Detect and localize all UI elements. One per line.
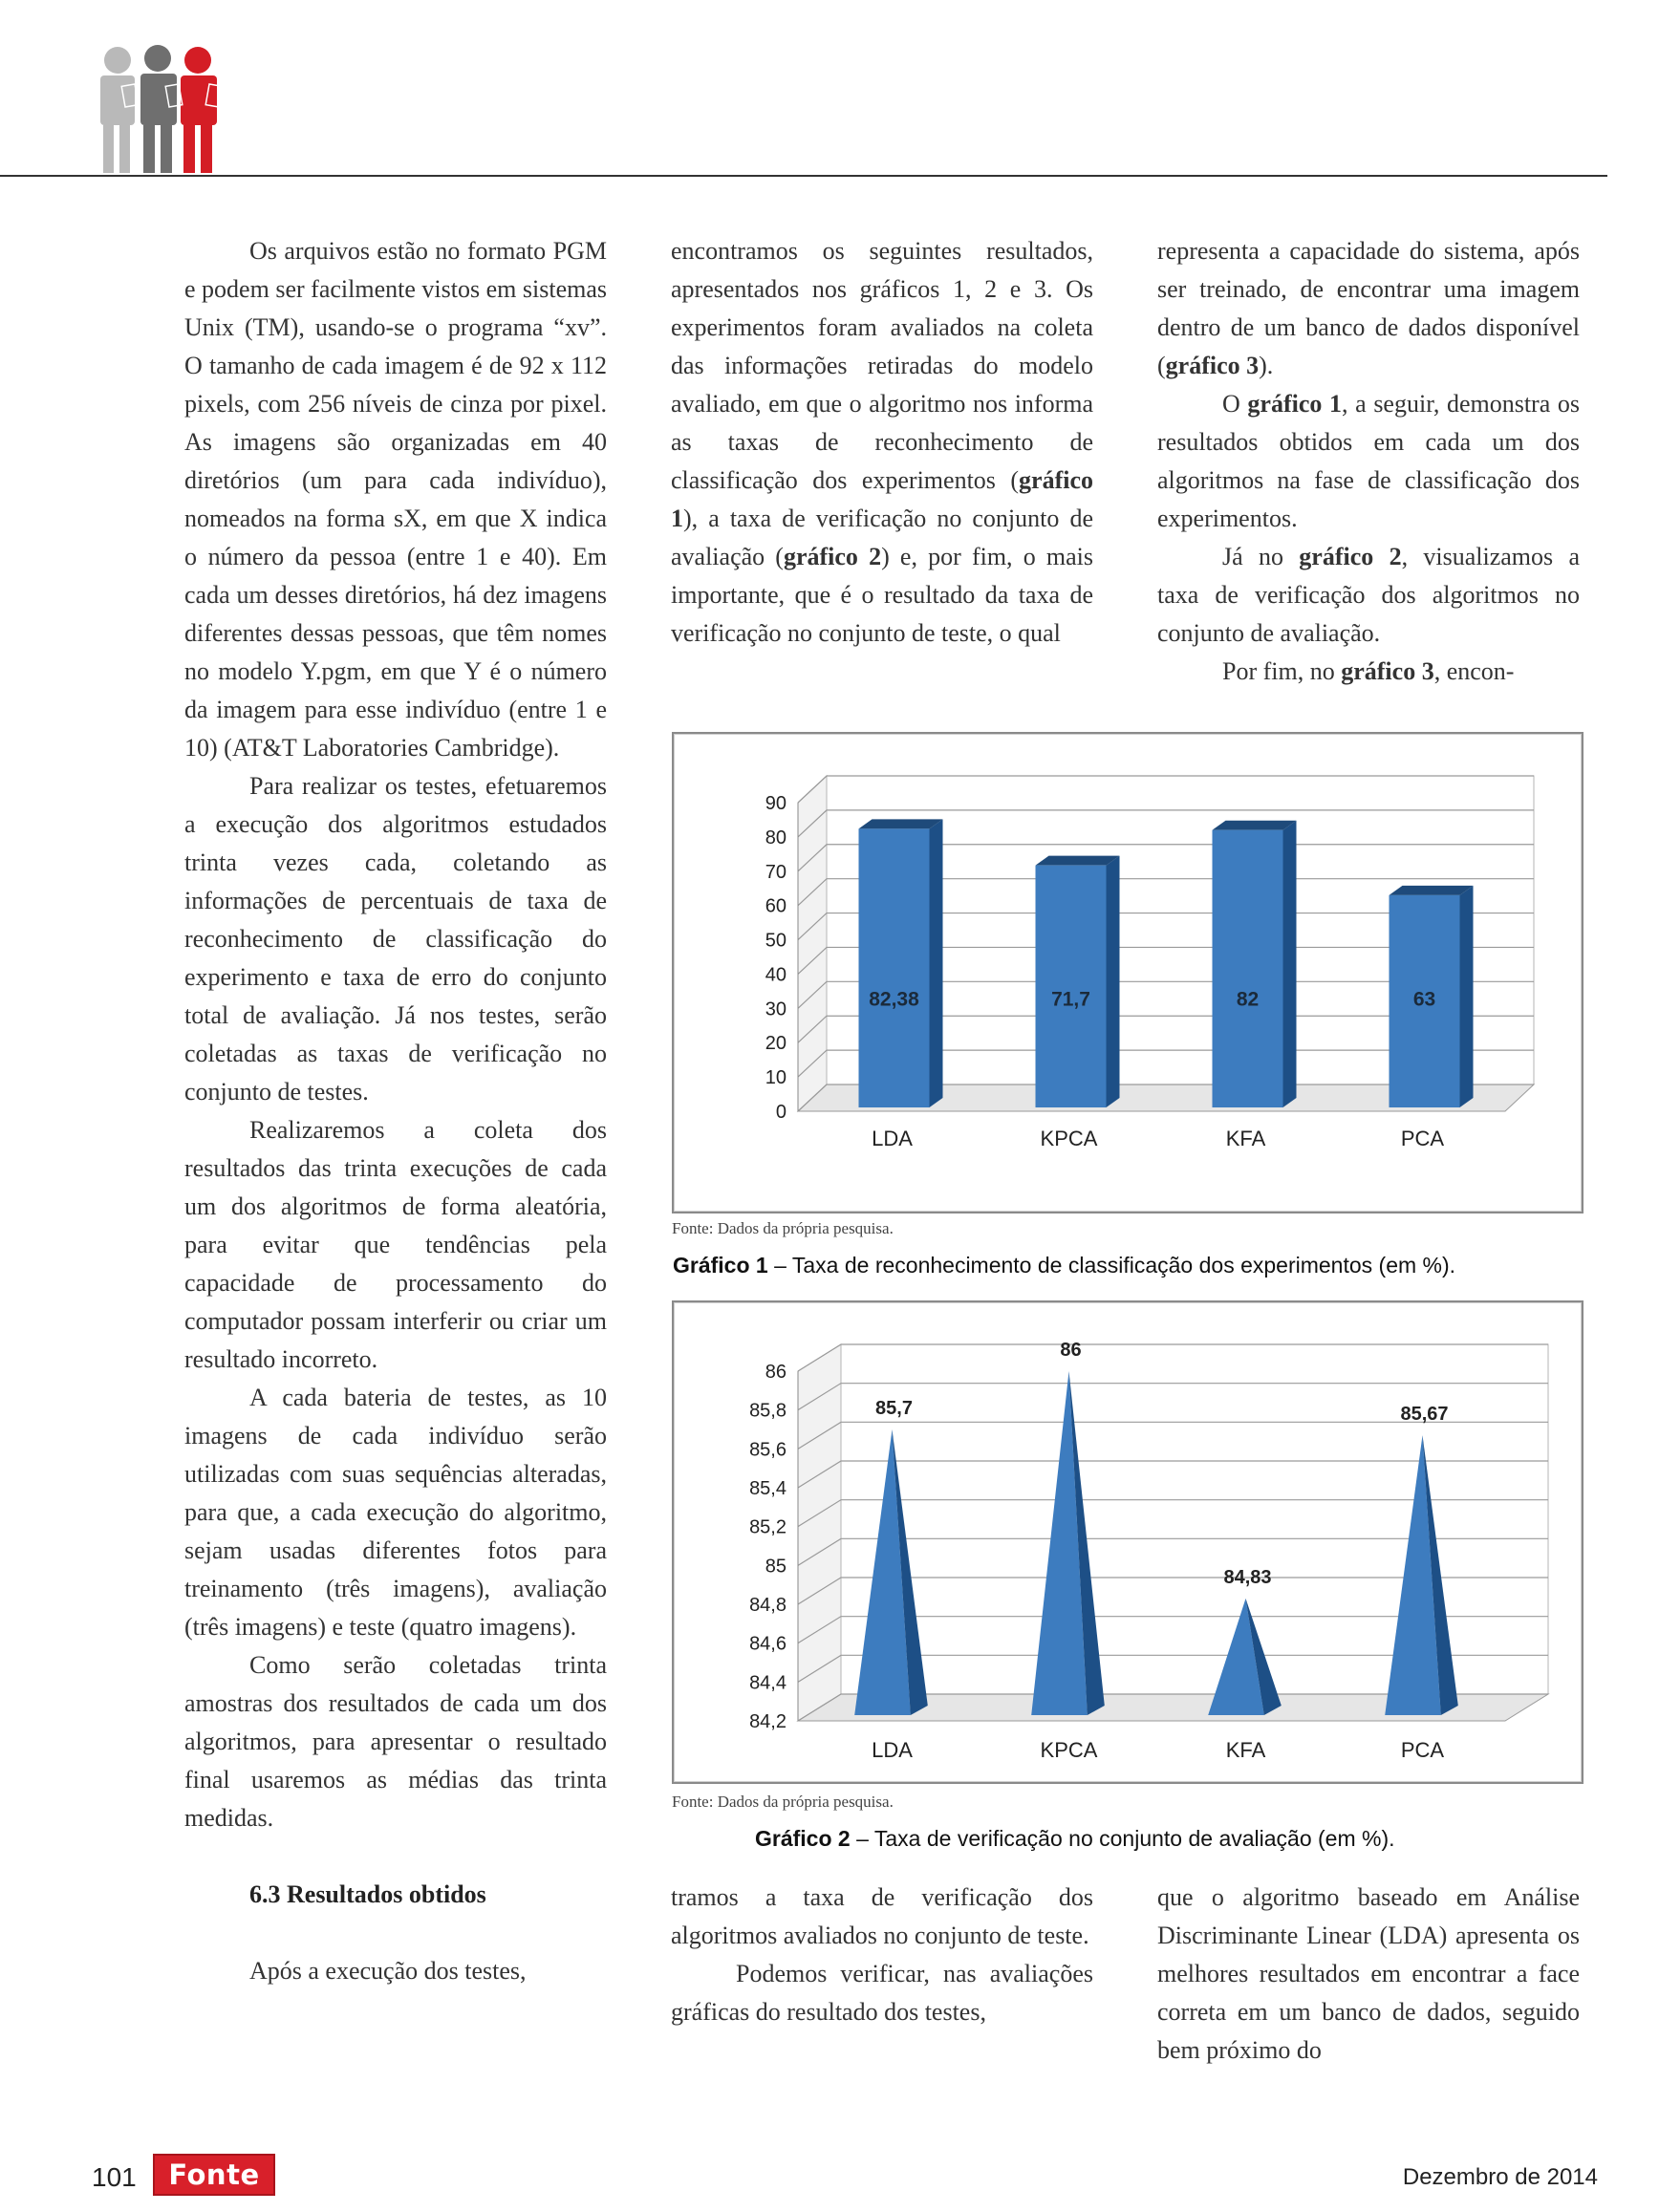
text-column-right-bottom: [1157, 1879, 1580, 2070]
paragraph: Já no gráfico 2, visualizamos a taxa de verificação dos algoritmos no conjunto de avaliação.: [1157, 543, 1580, 647]
header-people-logo: [91, 43, 234, 177]
figure-ref: gráfico 1: [671, 466, 1093, 532]
bar: [1213, 830, 1283, 1107]
chart-2-caption: Gráfico 2 – Taxa de verificação no conjunto de avaliação (em %).: [755, 1826, 1395, 1851]
x-tick-label: LDA: [872, 1738, 913, 1762]
x-tick-label: KPCA: [1040, 1127, 1098, 1150]
y-tick-label: 84,8: [749, 1595, 786, 1616]
x-tick-label: KFA: [1225, 1738, 1266, 1762]
y-tick-label: 85,2: [749, 1516, 786, 1538]
person-icon: [100, 47, 135, 173]
x-tick-label: LDA: [872, 1127, 913, 1150]
y-tick-label: 85,4: [749, 1478, 786, 1499]
person-icon: [181, 47, 217, 173]
bar-top: [1390, 886, 1474, 895]
bar-top: [1213, 821, 1297, 830]
y-tick-label: 80: [765, 827, 786, 848]
y-tick-label: 90: [765, 793, 786, 814]
bar-value-label: 63: [1412, 988, 1436, 1011]
chart-side-wall: [798, 776, 827, 1111]
bar-value-label: 85,7: [875, 1398, 913, 1419]
paragraph: Como serão coletadas trinta amostras dos resultados de cada um dos algoritmos, para apresentar o resultado final usaremos as médias das trinta medidas.: [184, 1651, 607, 1832]
bar-value-label: 85,67: [1400, 1404, 1449, 1426]
figure-ref: gráfico 2: [783, 543, 882, 570]
y-tick-label: 10: [765, 1067, 786, 1089]
y-tick-label: 40: [765, 964, 786, 986]
bar-top: [859, 819, 943, 828]
paragraph: Realizaremos a coleta dos resultados das trinta execuções de cada um dos algoritmos de forma aleatória, para evitar que tendências pela capacidade de processamento do computador possam interferir ou criar um resultado incorreto.: [184, 1116, 607, 1373]
chart-2: [674, 1302, 1582, 1782]
y-tick-label: 30: [765, 999, 786, 1020]
y-tick-label: 85,8: [749, 1400, 786, 1422]
figure-ref: gráfico 3: [1165, 352, 1260, 379]
bar: [1036, 866, 1107, 1107]
paragraph: Podemos verificar, nas avaliações gráficas do resultado dos testes,: [671, 1960, 1093, 2026]
y-tick-label: 86: [765, 1362, 786, 1383]
bar-value-label: 71,7: [1051, 988, 1090, 1011]
y-tick-label: 84,4: [749, 1672, 786, 1694]
chart-2-source: Fonte: Dados da própria pesquisa.: [672, 1793, 894, 1811]
text-column-left: [184, 232, 607, 1990]
text-column-middle-bottom: [671, 1879, 1093, 2031]
chart-2-frame: [672, 1300, 1584, 1784]
bar-side: [930, 819, 943, 1107]
chart-side-wall: [798, 1344, 841, 1721]
bar-side: [1107, 856, 1120, 1107]
paragraph: encontramos os seguintes resultados, apresentados nos gráficos 1, 2 e 3. Os experimentos foram avaliados na coleta das informações retiradas do modelo avaliado, em que o algoritmo nos informa as taxas de reconhecimento de classificação dos experimentos (gráfico 1), a taxa de verificação no conjunto de avaliação (gráfico 2) e, por fim, o mais importante, que é o resultado da taxa de verificação no conjunto de teste, o qual: [671, 237, 1093, 647]
y-tick-label: 84,2: [749, 1711, 786, 1732]
x-tick-label: KFA: [1225, 1127, 1266, 1150]
figure-ref: gráfico 3: [1341, 657, 1434, 685]
bar: [859, 828, 930, 1107]
y-tick-label: 60: [765, 895, 786, 917]
bar-side: [1460, 886, 1474, 1107]
text-column-right-top: [1157, 232, 1580, 691]
paragraph: representa a capacidade do sistema, após ser treinado, de encontrar uma imagem dentro de um banco de dados disponível (gráfico 3).: [1157, 237, 1580, 379]
paragraph: Os arquivos estão no formato PGM e podem ser facilmente vistos em sistemas Unix (TM), usando-se o programa “xv”. O tamanho de cada imagem é de 92 x 112 pixels, com 256 níveis de cinza por pixel. As imagens são organizadas em 40 diretórios (um para cada indivíduo), nomeados na forma sX, em que X indica o número da pessoa (entre 1 e 40). Em cada um desses diretórios, há dez imagens diferentes dessas pessoas, que têm nomes no modelo Y.pgm, em que Y é o número da imagem para esse indivíduo (entre 1 e 10) (AT&T Laboratories Cambridge).: [184, 237, 607, 762]
bar-value-label: 86: [1060, 1340, 1082, 1361]
bar-top: [1036, 856, 1120, 866]
x-tick-label: PCA: [1400, 1738, 1445, 1762]
text-column-middle-top: [671, 232, 1093, 653]
bar-value-label: 84,83: [1223, 1566, 1272, 1588]
paragraph: que o algoritmo baseado em Análise Discriminante Linear (LDA) apresenta os melhores resultados em encontrar a face correta em um banco de dados, seguido bem próximo do: [1157, 1883, 1580, 2064]
page-number: 101: [92, 2162, 137, 2192]
figure-ref: gráfico 2: [1299, 543, 1402, 570]
y-tick-label: 85: [765, 1556, 786, 1578]
figure-ref: gráfico 1: [1247, 390, 1343, 418]
paragraph: A cada bateria de testes, as 10 imagens de cada indivíduo serão utilizadas com suas sequências alteradas, para que, a cada execução do algoritmo, sejam usadas diferentes fotos para treinamento (três imagens), avaliação (três imagens) e teste (quatro imagens).: [184, 1384, 607, 1641]
person-icon: [140, 45, 177, 173]
x-tick-label: KPCA: [1040, 1738, 1098, 1762]
paragraph: Para realizar os testes, efetuaremos a execução dos algoritmos estudados trinta vezes cada, coletando as informações de percentuais de taxa de reconhecimento de classificação do experimento e taxa de erro do conjunto total de avaliação. Já nos testes, serão coletadas as taxas de verificação no conjunto de testes.: [184, 772, 607, 1106]
chart-1-frame: [672, 732, 1584, 1213]
bar-value-label: 82,38: [869, 988, 919, 1011]
y-tick-label: 50: [765, 930, 786, 952]
fonte-logo: Fonte: [153, 2154, 275, 2196]
chart-1-caption: Gráfico 1 – Taxa de reconhecimento de classificação dos experimentos (em %).: [673, 1253, 1456, 1278]
y-tick-label: 70: [765, 861, 786, 883]
bar-side: [1283, 821, 1297, 1107]
header-rule: [0, 175, 1607, 177]
paragraph: Após a execução dos testes,: [249, 1957, 527, 1985]
y-tick-label: 20: [765, 1033, 786, 1055]
bar-value-label: 82: [1236, 988, 1260, 1011]
y-tick-label: 85,6: [749, 1439, 786, 1461]
paragraph: tramos a taxa de verificação dos algoritmos avaliados no conjunto de teste.: [671, 1883, 1093, 1949]
chart-1: [674, 734, 1582, 1212]
issue-date: Dezembro de 2014: [1402, 2164, 1598, 2190]
chart-1-source: Fonte: Dados da própria pesquisa.: [672, 1219, 894, 1237]
paragraph: O gráfico 1, a seguir, demonstra os resultados obtidos em cada um dos algoritmos na fase de classificação dos experimentos.: [1157, 390, 1580, 532]
x-tick-label: PCA: [1400, 1127, 1445, 1150]
paragraph: Por fim, no gráfico 3, encon-: [1222, 657, 1515, 685]
y-tick-label: 84,6: [749, 1633, 786, 1655]
section-heading: 6.3 Resultados obtidos: [249, 1880, 486, 1908]
y-tick-label: 0: [775, 1102, 786, 1123]
